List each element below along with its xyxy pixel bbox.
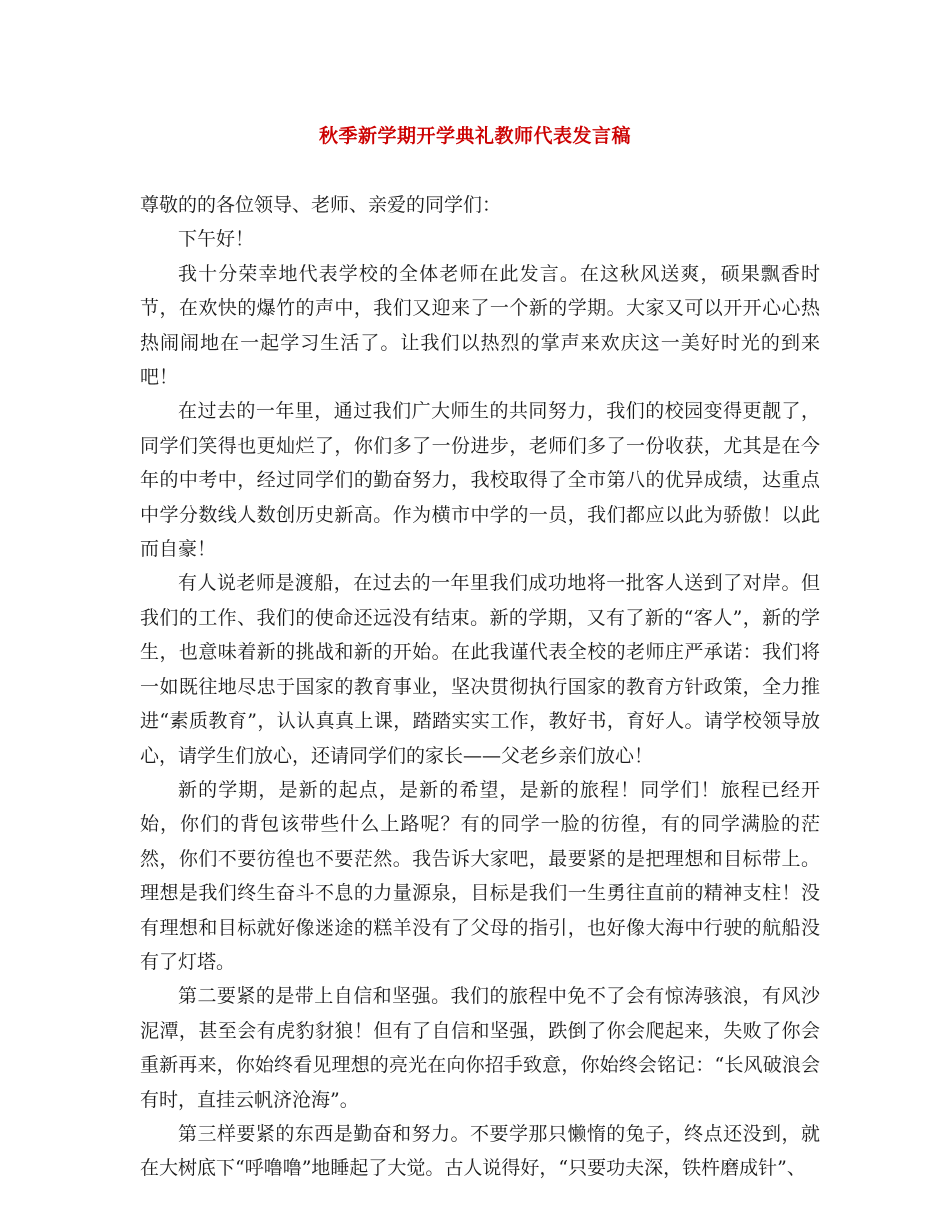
paragraph-ideals: 新的学期，是新的起点，是新的希望，是新的旅程！同学们！旅程已经开始，你们的背包该带些什么上路呢？有的同学一脸的彷徨，有的同学满脸的茫然，你们不要彷徨也不要茫然。我告诉大家吧，最要紧的是把理想和目标带上。理想是我们终生奋斗不息的力量源泉，目标是我们一生勇往直前的精神支柱！没有理想和目标就好像迷途的糕羊没有了父母的指引，也好像大海中行驶的航船没有了灯塔。 [140, 778, 820, 973]
paragraph-opening: 我十分荣幸地代表学校的全体老师在此发言。在这秋风送爽，硕果飘香时节，在欢快的爆竹的声中，我们又迎来了一个新的学期。大家又可以开开心心热热闹闹地在一起学习生活了。让我们以热烈的掌声来欢庆这一美好时光的到来吧！ [140, 262, 820, 389]
paragraph-confidence: 第二要紧的是带上自信和坚强。我们的旅程中免不了会有惊涛骇浪，有风沙泥潭，甚至会有虎豹豺狼！但有了自信和坚强，跌倒了你会爬起来，失败了你会重新再来，你始终看见理想的亮光在向你招手致意，你始终会铭记：“长风破浪会有时，直挂云帆济沧海”。 [140, 985, 820, 1111]
paragraph-achievements: 在过去的一年里，通过我们广大师生的共同努力，我们的校园变得更靓了，同学们笑得也更灿烂了，你们多了一份进步，老师们多了一份收获，尤其是在今年的中考中，经过同学们的勤奋努力，我校取得了全市第八的优异成绩，达重点中学分数线人数创历史新高。作为横市中学的一员，我们都应以此为骄傲！以此而自豪！ [140, 400, 820, 561]
document-body [140, 188, 820, 1186]
salutation: 尊敬的的各位领导、老师、亲爱的同学们： [140, 194, 502, 216]
paragraph-promise: 有人说老师是渡船，在过去的一年里我们成功地将一批客人送到了对岸。但我们的工作、我们的使命还远没有结束。新的学期，又有了新的“客人”，新的学生，也意味着新的挑战和新的开始。在此我谨代表全校的老师庄严承诺：我们将一如既往地尽忠于国家的教育事业，坚决贯彻执行国家的教育方针政策，全力推进“素质教育”，认认真真上课，踏踏实实工作，教好书，育好人。请学校领导放心，请学生们放心，还请同学们的家长——父老乡亲们放心！ [140, 572, 820, 767]
paragraph-diligence: 第三样要紧的东西是勤奋和努力。不要学那只懒惰的兔子，终点还没到，就在大树底下“呼噜噜”地睡起了大觉。古人说得好，“只要功夫深，铁杵磨成针”、 [140, 1122, 820, 1180]
paragraph-greeting: 下午好！ [178, 228, 255, 251]
document-title: 秋季新学期开学典礼教师代表发言稿 [318, 125, 631, 147]
